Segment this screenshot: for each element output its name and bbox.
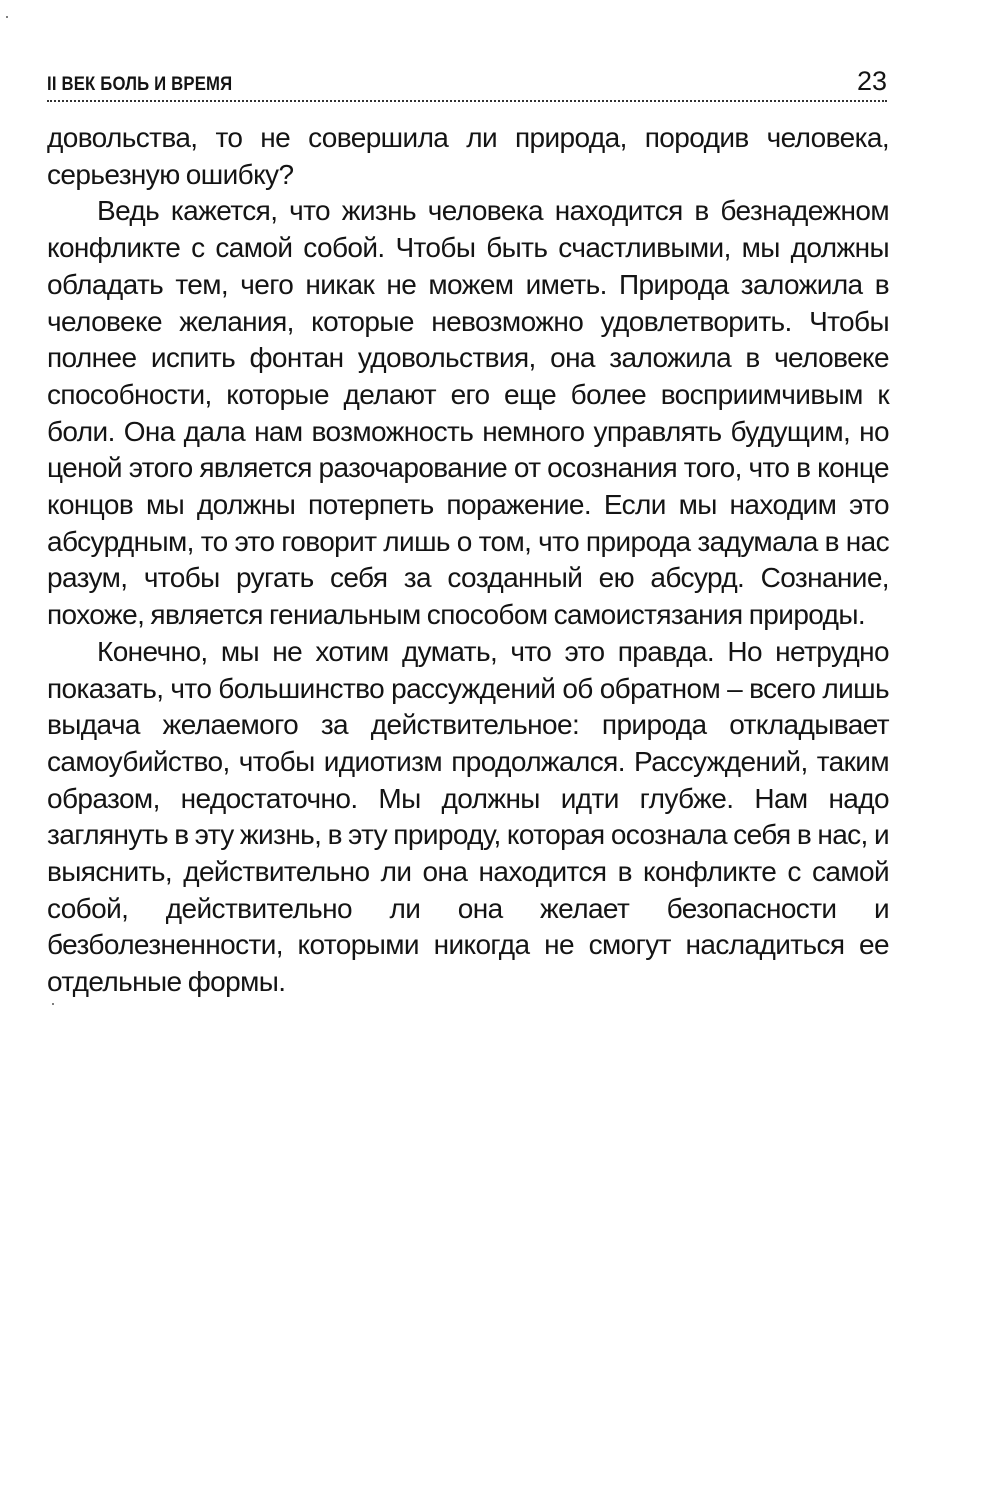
paragraph-going-deeper: Конечно, мы не хотим думать, что это правда. Но нетрудно показать, что большинство рассуждений об обратном – всего лишь выдача желаемого за действительное: природа откладывает самоубийство, чтобы идиотизм продолжался. Рассуждений, таким образом, недостаточно. Мы должны идти глубже. Нам надо заглянуть в эту жизнь, в эту природу, которая осознала себя в нас, и выяснить, действительно ли она находится в конфликте с самой собой, действительно ли она желает безопасности и безболезненности, которыми никогда не смогут насладиться ее отдельные формы. [47, 635, 889, 998]
running-head [47, 66, 887, 102]
paragraph-conflict: Ведь кажется, что жизнь человека находится в безнадежном конфликте с самой собой. Чтобы быть счастливыми, мы должны обладать тем, чего никак не можем иметь. Природа заложила в человеке желания, которые невозможно удовлетворить. Чтобы полнее испить фонтан удовольствия, она заложила в человеке способности, которые делают его еще более восприимчивым к боли. Она дала нам возможность немного управлять будущим, но ценой этого является разочарование от осознания того, что в конце концов мы должны потерпеть поражение. Если мы находим это абсурдным, то это говорит лишь о том, что природа задумала в нас разум, чтобы ругать себя за созданный ею абсурд. Сознание, похоже, является гениальным способом самоистязания природы. [47, 195, 889, 631]
scan-speck [6, 16, 8, 18]
body-text [47, 120, 889, 1001]
paragraph-continuation: довольства, то не совершила ли природа, породив человека, серьезную ошибку? [47, 122, 889, 190]
scan-speck [52, 1003, 54, 1005]
running-title: II ВЕК БОЛЬ И ВРЕМЯ [47, 74, 233, 95]
page-number: 23 [856, 66, 887, 96]
